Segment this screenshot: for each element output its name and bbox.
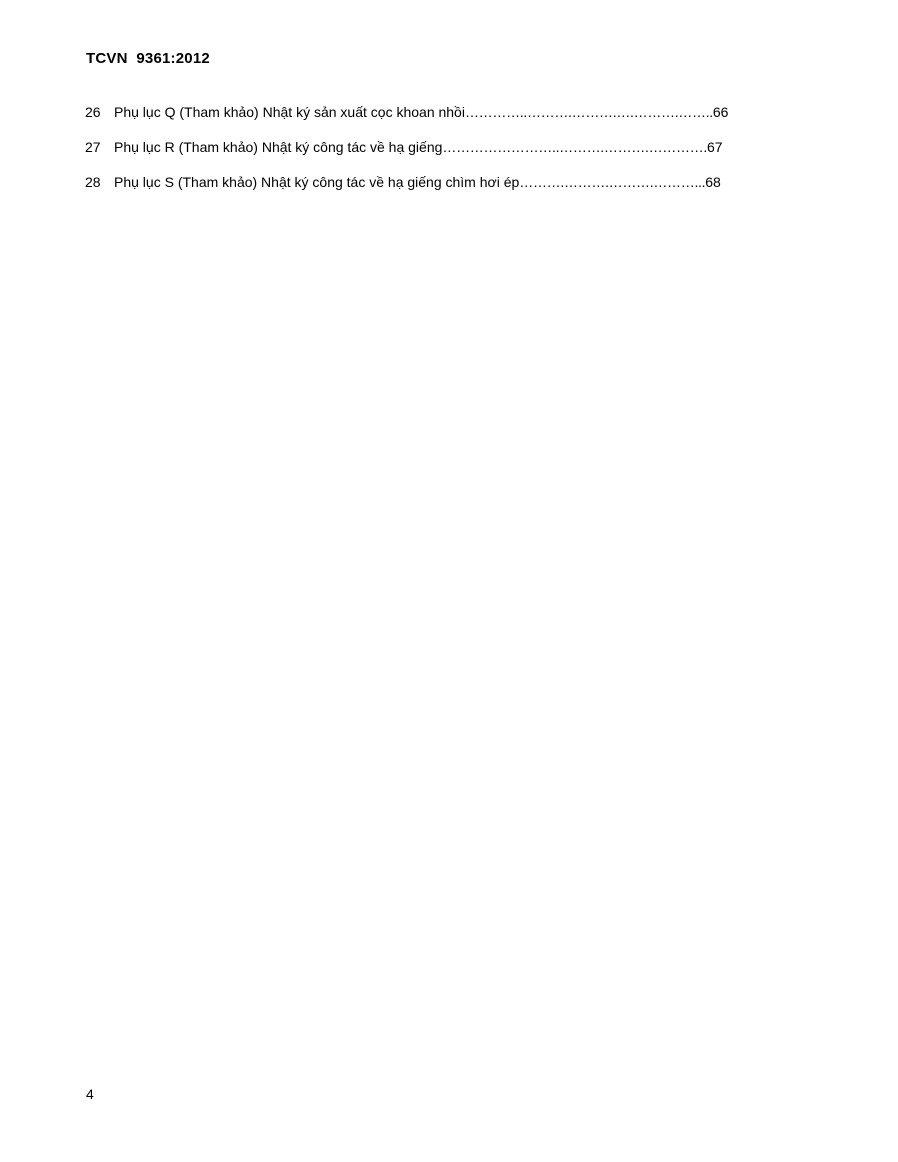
toc-entry-page: 68 xyxy=(705,174,721,190)
toc-entry-title: Phụ lục R (Tham khảo) Nhật ký công tác về hạ giếng xyxy=(114,139,443,155)
toc-entry-body xyxy=(114,101,728,123)
toc-entry-number: 27 xyxy=(85,139,101,155)
toc-entry-number: 28 xyxy=(85,174,101,190)
toc-entry xyxy=(85,136,785,171)
toc-dot-leader: …………..……….……….….……….…….. xyxy=(464,104,713,120)
toc-entry-title: Phụ lục Q (Tham khảo) Nhật ký sản xuất cọc khoan nhồi xyxy=(114,104,465,120)
table-of-contents xyxy=(85,101,785,206)
toc-dot-leader: ……….……….……….………... xyxy=(519,174,706,190)
toc-entry-page: 67 xyxy=(706,139,723,155)
toc-entry-page: 66 xyxy=(712,104,729,120)
toc-dot-leader: ……………………..……….……….…………. xyxy=(442,139,707,155)
page-number: 4 xyxy=(86,1086,94,1102)
toc-entry-body xyxy=(114,171,721,193)
toc-entry-title: Phụ lục S (Tham khảo) Nhật ký công tác về hạ giếng chìm hơi ép xyxy=(114,174,520,190)
toc-entry xyxy=(85,101,785,136)
document-code-header: TCVN 9361:2012 xyxy=(86,50,210,67)
toc-entry xyxy=(85,171,785,206)
toc-entry-number: 26 xyxy=(85,104,101,120)
toc-entry-body xyxy=(114,136,723,158)
